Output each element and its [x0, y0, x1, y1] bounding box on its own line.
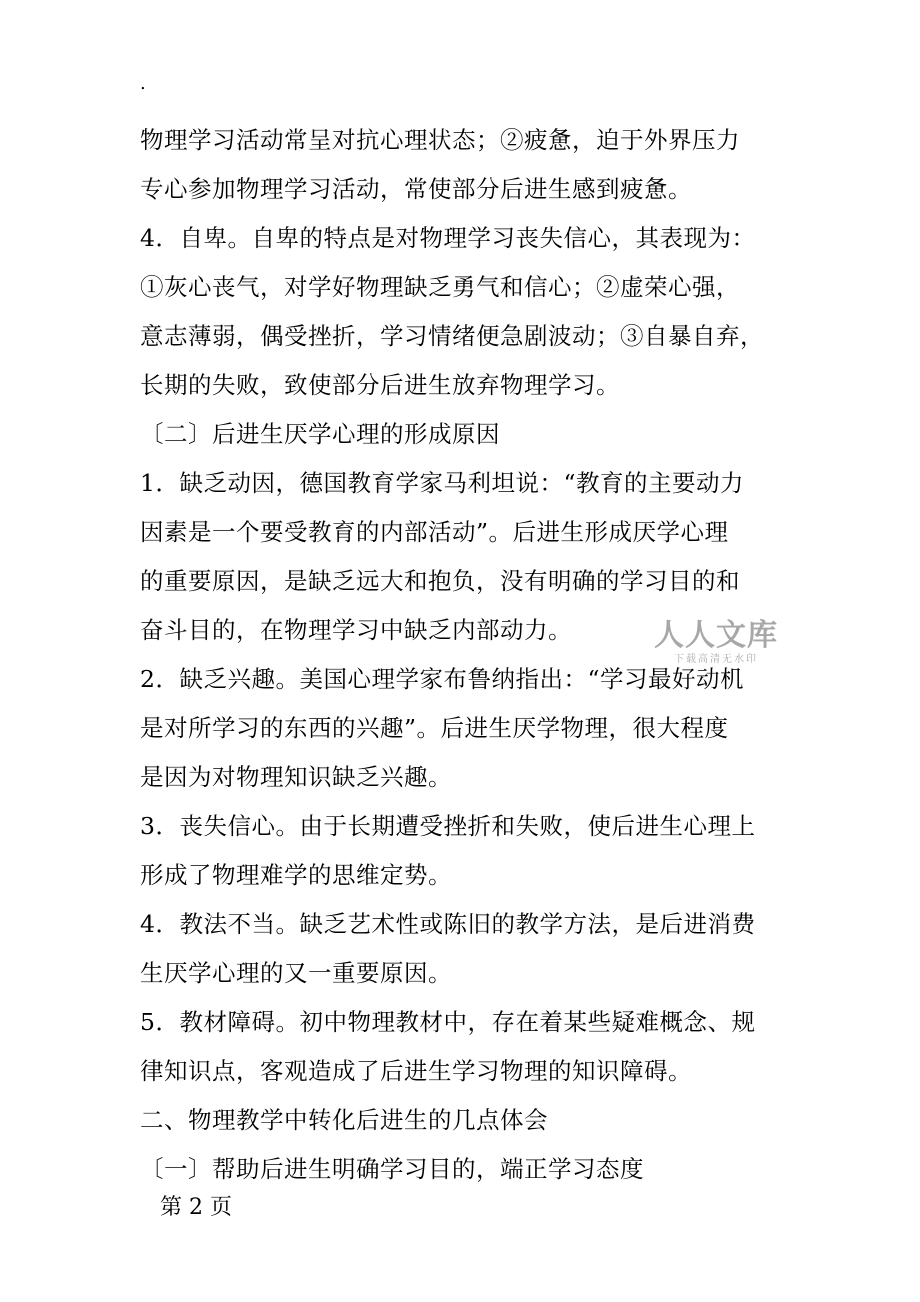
text-line: 的重要原因，是缺乏远大和抱负，没有明确的学习目的和: [140, 567, 740, 595]
text-line: 长期的失败，致使部分后进生放弃物理学习。: [140, 371, 620, 399]
text-line: 是对所学习的东西的兴趣”。后进生厌学物理，很大程度: [140, 714, 729, 742]
list-item-1-motivation: 1．缺乏动因，德国教育学家马利坦说：“教育的主要动力: [140, 469, 744, 497]
watermark-slogan: 下载高清无水印: [674, 654, 758, 665]
text-line: 物理学习活动常呈对抗心理状态；②疲惫，迫于外界压力: [140, 126, 740, 154]
subsection-heading-goals: 〔一〕帮助后进生明确学习目的，端正学习态度: [140, 1155, 644, 1183]
section-heading-part-two: 二、物理教学中转化后进生的几点体会: [140, 1106, 548, 1134]
list-item-4-teaching: 4．教法不当。缺乏艺术性或陈旧的教学方法，是后进消费: [140, 910, 756, 938]
watermark-logo: 人人文库: [654, 618, 778, 653]
header-marker: .: [140, 73, 146, 94]
section-heading-causes: 〔二〕后进生厌学心理的形成原因: [140, 420, 500, 448]
text-line: ①灰心丧气，对学好物理缺乏勇气和信心；②虚荣心强，: [140, 273, 740, 301]
text-line: 专心参加物理学习活动，常使部分后进生感到疲惫。: [140, 175, 692, 203]
watermark: [646, 618, 786, 666]
list-item-4-inferiority: 4．自卑。自卑的特点是对物理学习丧失信心，其表现为：: [140, 224, 756, 252]
text-line: 律知识点，客观造成了后进生学习物理的知识障碍。: [140, 1057, 692, 1085]
text-line: 奋斗目的，在物理学习中缺乏内部动力。: [140, 616, 572, 644]
text-line: 意志薄弱，偶受挫折，学习情绪便急剧波动；③自暴自弃，: [140, 322, 764, 350]
list-item-3-confidence: 3．丧失信心。由于长期遭受挫折和失败，使后进生心理上: [140, 812, 756, 840]
text-line: 是因为对物理知识缺乏兴趣。: [140, 763, 452, 791]
list-item-2-interest: 2．缺乏兴趣。美国心理学家布鲁纳指出：“学习最好动机: [140, 665, 744, 693]
text-line: 生厌学心理的又一重要原因。: [140, 959, 452, 987]
text-line: 因素是一个要受教育的内部活动”。后进生形成厌学心理: [140, 518, 729, 546]
page-number: 第 2 页: [160, 1195, 232, 1220]
list-item-5-materials: 5．教材障碍。初中物理教材中，存在着某些疑难概念、规: [140, 1008, 756, 1036]
text-line: 形成了物理难学的思维定势。: [140, 861, 452, 889]
